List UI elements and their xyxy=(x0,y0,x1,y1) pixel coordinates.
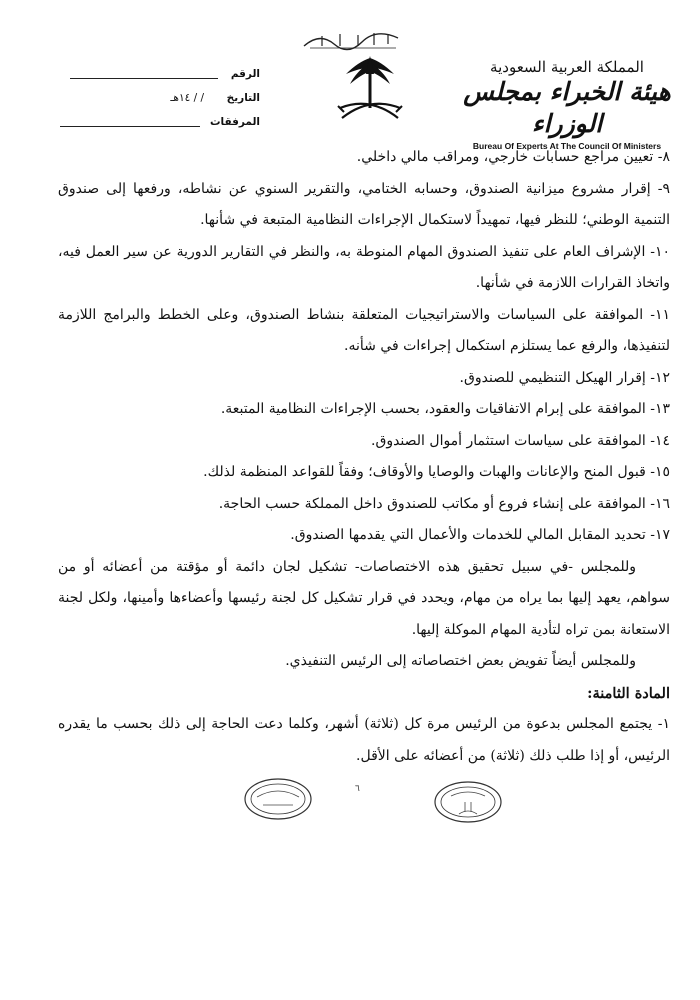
seal-stamp-left-icon xyxy=(243,777,313,821)
seal-stamp-right-icon xyxy=(433,780,503,824)
numbered-item: ١١- الموافقة على السياسات والاستراتيجيات المتعلقة بنشاط الصندوق، وعلى الخطط والبرامج اللازمة لتنفيذها، والرفع عما يستلزم استكمال إجراءات في شأنه. xyxy=(58,306,670,354)
numbered-item: ٩- إقرار مشروع ميزانية الصندوق، وحسابه الختامي، والتقرير السنوي عن نشاطه، ورفعها إلى صندوق التنمية الوطني؛ للنظر فيها، تمهيداً لاستكمال الإجراءات النظامية المتبعة في شأنها. xyxy=(58,180,670,228)
numbered-item: ١٢- إقرار الهيكل التنظيمي للصندوق. xyxy=(459,369,670,386)
organization-name: هيئة الخبراء بمجلس الوزراء xyxy=(463,77,671,138)
numbered-item: ١٤- الموافقة على سياسات استثمار أموال الصندوق. xyxy=(371,432,670,449)
attachments-line xyxy=(60,126,200,127)
body-paragraph: وللمجلس -في سبيل تحقيق هذه الاختصاصات- تشكيل لجان دائمة أو مؤقتة من أعضائه أو من سواهم، يعهد إليها بما يراه من مهام، ويحدد في قرار تشكيل كل لجنة رئيسها وأعضاءها وأمينها، ولكل لجنة الاستعانة بمن تراه لتأدية المهام الموكلة إليها. xyxy=(58,558,670,638)
date-value: / / ١٤هـ xyxy=(170,92,204,104)
kingdom-name: المملكة العربية السعودية xyxy=(490,58,644,76)
numbered-item: ٨- تعيين مراجع حسابات خارجي، ومراقب مالي داخلي. xyxy=(356,149,670,165)
numbered-item: ١- يجتمع المجلس بدعوة من الرئيس مرة كل (ثلاثة) أشهر، وكلما دعت الحاجة إلى ذلك بحسب ما يقدره الرئيس، أو إذا طلب ذلك (ثلاثة) من أعضائه على الأقل. xyxy=(58,716,670,764)
date-row xyxy=(60,86,260,110)
number-line xyxy=(70,78,218,79)
reference-fields xyxy=(60,62,260,134)
page-number: ٦ xyxy=(355,784,360,794)
date-label: التاريخ xyxy=(226,92,260,104)
numbered-item: ١٣- الموافقة على إبرام الاتفاقيات والعقود، بحسب الإجراءات النظامية المتبعة. xyxy=(220,401,670,417)
number-label: الرقم xyxy=(230,68,260,80)
palm-and-swords-emblem-icon xyxy=(330,52,410,127)
bismillah-calligraphy xyxy=(300,28,404,52)
numbered-item: ١٠- الإشراف العام على تنفيذ الصندوق المهام المنوطة به، والنظر في التقارير الدورية عن سير العمل فيه، واتخاذ القرارات اللازمة في شأنها. xyxy=(58,243,670,291)
organization-letterhead xyxy=(452,58,682,151)
organization-name-en: Bureau Of Experts At The Council Of Ministers xyxy=(472,141,662,151)
numbered-item: ١٦- الموافقة على إنشاء فروع أو مكاتب للصندوق داخل المملكة حسب الحاجة. xyxy=(218,495,670,512)
document-body xyxy=(58,142,670,772)
numbered-item: ١٧- تحديد المقابل المالي للخدمات والأعمال التي يقدمها الصندوق. xyxy=(290,527,670,543)
numbered-item: ١٥- قبول المنح والإعانات والهبات والوصايا والأوقاف؛ وفقاً للقواعد المنظمة لذلك. xyxy=(203,464,670,480)
number-row xyxy=(60,62,260,86)
attachments-row xyxy=(60,110,260,134)
article-heading: المادة الثامنة: xyxy=(587,684,670,702)
body-paragraph: وللمجلس أيضاً تفويض بعض اختصاصاته إلى الرئيس التنفيذي. xyxy=(285,653,636,669)
attachments-label: المرفقات xyxy=(209,116,260,128)
